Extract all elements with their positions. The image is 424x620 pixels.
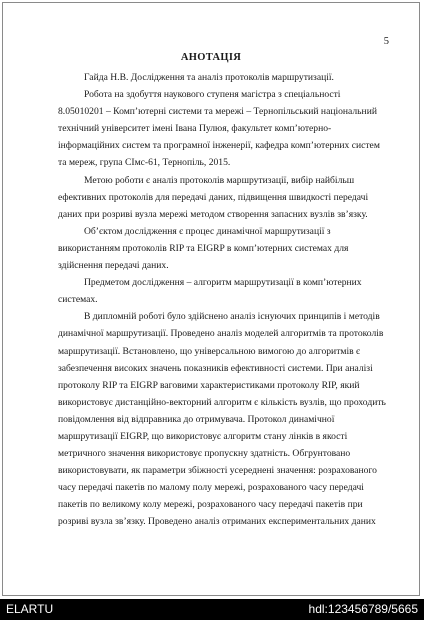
text-line: даних при розриві вузла мережі методом створення запасних вузлів зв’язку.	[58, 208, 368, 220]
text-line: інформаційних систем та програмної інженерії, кафедра комп’ютерних систем	[58, 140, 380, 152]
paragraph-goal	[58, 172, 391, 223]
text-line: Об’єктом дослідження є процес динамічної маршрутизації з	[84, 225, 331, 237]
text-line: Метою роботи є аналіз протоколів маршрутизації, вибір найбільш	[84, 174, 355, 186]
paragraph-analysis	[58, 308, 391, 530]
text-line: 8.05010201 – Комп’ютерні системи та мережі – Тернопільський національний	[58, 106, 377, 118]
text-line: використанням протоколів RIP та EIGRP в комп’ютерних системах для	[58, 242, 349, 254]
text-line: Робота на здобуття наукового ступеня магістра з спеціальності	[84, 89, 341, 101]
paragraph-degree	[58, 86, 391, 171]
page-title: АНОТАЦІЯ	[180, 52, 242, 63]
text-line: маршрутизації. Встановлено, що універсальною вимогою до алгоритмів є	[58, 345, 361, 357]
text-line: розриві вузла зв’язку. Проведено аналіз отриманих експериментальних даних	[58, 516, 376, 528]
text-line: використовувати, як параметри збіжності усереднені значення: розрахованого	[58, 465, 377, 477]
text-line: динамічної маршрутизації. Проведено аналіз моделей алгоритмів та протоколів	[58, 328, 384, 340]
text-line: здійснення передачі даних.	[58, 260, 169, 272]
repository-label: ELARTU	[6, 602, 54, 616]
text-line: пакетів по великому колу мережі, розрахованого часу передачі пакетів при	[58, 499, 363, 511]
text-line: В дипломній роботі було здійснено аналіз існуючих принципів і методів	[84, 311, 380, 323]
text-line: протоколу RIP та EIGRP ваговими характеристиками протоколу RIP, який	[58, 379, 360, 391]
text-line: повідомлення від відправника до отримувача. Протокол динамічної	[58, 413, 335, 425]
text-line: ефективних протоколів для передачі даних, підвищення швидкості передачі	[58, 191, 369, 203]
text-line: використовує дистанційно-векторний алгоритм є кількість вузлів, що проходить	[58, 396, 386, 408]
text-line: часу передачі пакетів по малому полу мережі, розрахованого часу передачі	[58, 482, 364, 494]
text-line: системах.	[58, 294, 98, 306]
handle-identifier: hdl:123456789/5665	[308, 602, 418, 616]
text-line: Гайда Н.В. Дослідження та аналіз протоколів маршрутизації.	[84, 72, 334, 83]
paragraph-object	[58, 223, 391, 274]
document-page	[2, 2, 420, 596]
text-line: забезпечення високих значень показників ефективності системи. При аналізі	[58, 362, 373, 374]
text-line: технічний університет імені Івана Пулюя, факультет комп’ютерно-	[58, 123, 332, 135]
text-line: та мереж, група СІмс-61, Тернопіль, 2015.	[58, 157, 231, 169]
text-line: Предметом дослідження – алгоритм маршрутизації в комп’ютерних	[84, 277, 362, 289]
footer-bar	[0, 599, 424, 620]
paragraph-subject	[58, 274, 391, 308]
document-body	[58, 69, 391, 531]
paragraph-author	[58, 69, 391, 86]
text-line: метричного значення використовує пропускну здатність. Обгрунтовано	[58, 448, 351, 460]
page-number: 5	[383, 36, 389, 47]
text-line: маршрутизації EIGRP, що використовує алгоритм стану лінків в якості	[58, 430, 348, 442]
